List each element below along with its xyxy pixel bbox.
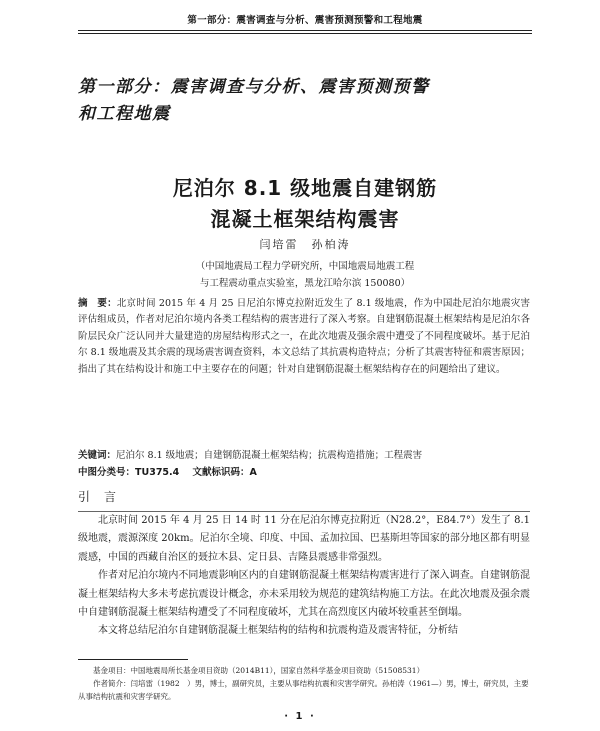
abstract-text: 北京时间 2015 年 4 月 25 日尼泊尔博克拉附近发生了 8.1 级地震，作为中国赴尼泊尔地震灾害评估组成员，作者对尼泊尔境内各类工程结构的震害进行了深入考察。自建钢筋混凝土框架结构是尼泊尔各阶层民众广泛认同并大量建造的房屋结构形式之一，在此次地震及强余震中遭受了不同程度破坏。基于尼泊尔 8.1 级地震及其余震的现场震害调查资料，本文总结了其抗震构造特点；分析了其震害特征和震害原因；指出了其在结构设计和施工中主要存在的问题；针对自建钢筋混凝土框架结构存在的问题给出了建议。 [78,298,530,375]
keywords-label: 关键词： [78,450,117,461]
paper-title-line1: 尼泊尔 8.1 级地震自建钢筋 [172,176,438,200]
affiliation-line1: （中国地震局工程力学研究所，中国地震局地震工程 [195,261,415,272]
abstract [78,296,530,378]
body-paragraph: 作者对尼泊尔境内不同地震影响区内的自建钢筋混凝土框架结构震害进行了深入调查。自建钢筋混凝土框架结构大多未考虑抗震设计概念，亦未采用较为规范的建筑结构施工方法。在此次地震及强余震中自建钢筋混凝土框架结构遭受了不同程度破坏，尤其在高烈度区内破坏较重甚至倒塌。 [78,570,530,619]
header-rule [78,30,532,31]
header-rule-thin [78,33,532,34]
affiliation-line2: 与工程震动重点实验室，黑龙江哈尔滨 150080） [199,278,411,289]
running-head: 第一部分：震害调查与分析、震害预测预警和工程地震 [187,15,423,26]
page-number: · 1 · [284,711,316,722]
classification-line [78,465,530,480]
footnote-fund: 基金项目：中国地震局所长基金项目资助（2014B11），国家自然科学基金项目资助（51508531） [93,666,425,675]
footnote-bio: 作者简介：闫培雷（1982 ）男，博士，副研究员，主要从事结构抗震和灾害学研究。孙柏涛（1961—）男，博士，研究员，主要从事结构抗震和灾害学研究。 [78,679,529,701]
doc-code-value: A [249,467,257,478]
footnotes [78,664,530,703]
authors: 闫培雷 孙柏涛 [259,238,351,251]
body-text [78,512,530,641]
clc-label: 中图分类号： [78,467,136,478]
body-paragraph: 本文将总结尼泊尔自建钢筋混凝土框架结构的结构和抗震构造及震害特征，分析结 [98,625,458,637]
doc-code-label: 文献标识码： [192,467,250,478]
clc-value: TU375.4 [135,467,180,478]
part-heading-line2: 和工程地震 [78,104,171,124]
keywords [78,448,530,463]
part-heading [78,74,548,128]
keywords-text: 尼泊尔 8.1 级地震；自建钢筋混凝土框架结构；抗震构造措施；工程震害 [116,450,423,461]
body-paragraph: 北京时间 2015 年 4 月 25 日 14 时 11 分在尼泊尔博克拉附近（N28.2°，E84.7°）发生了 8.1 级地震，震源深度 20km。尼泊尔全境、印度、中国、孟加拉国、巴基斯坦等国家的部分地区都有明显震感，中国的西藏自治区的聂拉木县、定日县、吉隆县震感非常强烈。 [78,515,530,563]
abstract-label: 摘 要： [78,298,117,309]
part-heading-line1: 第一部分：震害调查与分析、震害预测预警 [78,77,430,97]
footnote-rule [78,659,188,660]
paper-title-line2: 混凝土框架结构震害 [210,207,400,231]
section-heading: 引言 [78,490,131,504]
